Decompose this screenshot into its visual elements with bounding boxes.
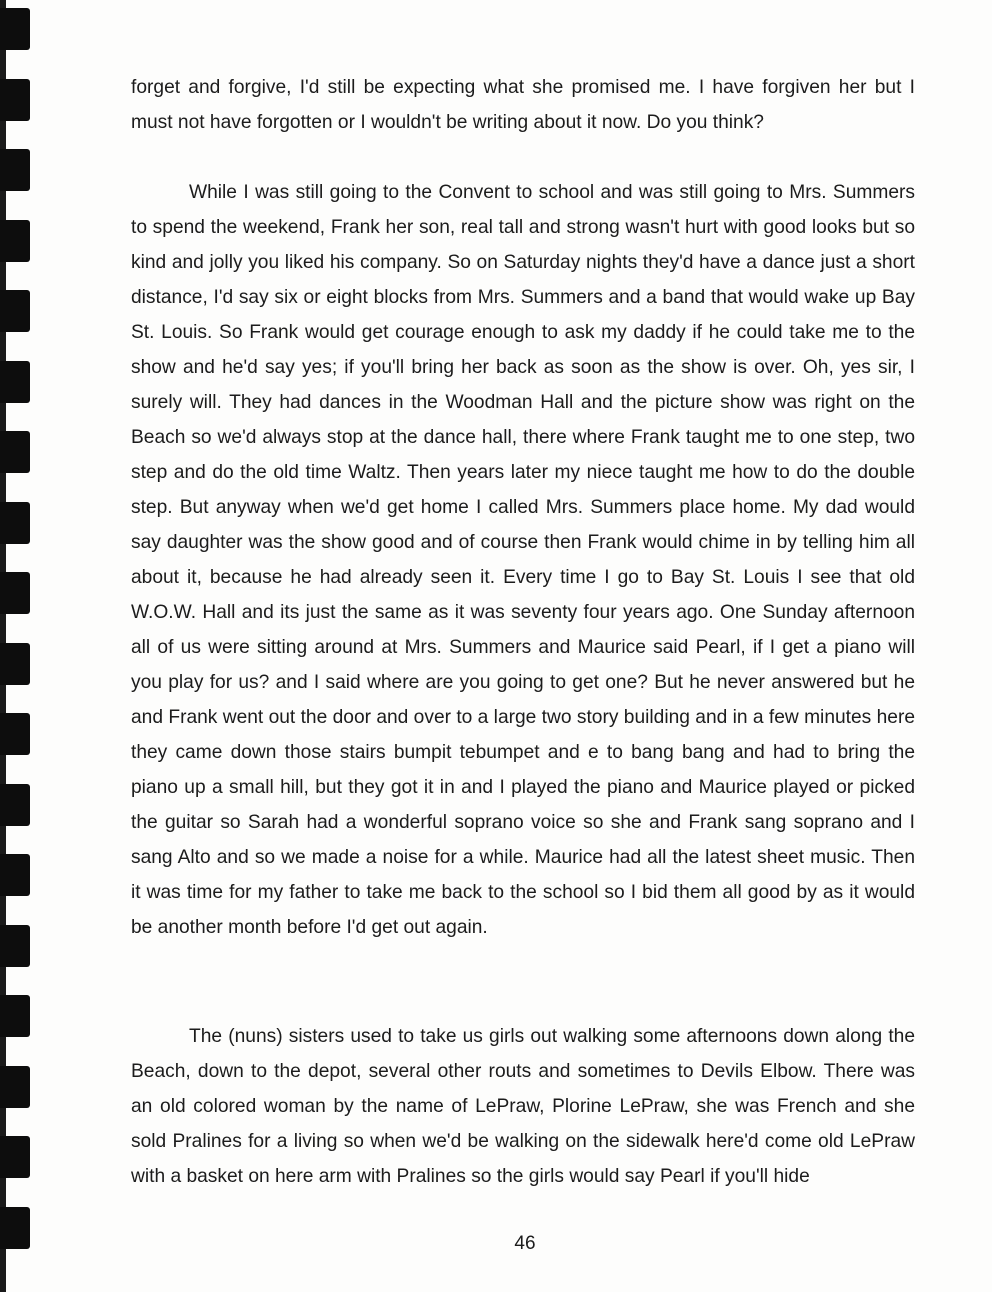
binding-hole (0, 1066, 30, 1108)
binding-hole (0, 149, 30, 191)
paragraph-nuns-walking (131, 1019, 915, 1194)
binding-hole (0, 854, 30, 896)
paragraph-frank-summers (131, 175, 915, 945)
paragraph-continuation (131, 70, 915, 140)
binding-hole (0, 8, 30, 50)
binding-hole (0, 361, 30, 403)
binding-hole (0, 572, 30, 614)
binding-hole (0, 784, 30, 826)
binding-hole (0, 79, 30, 121)
binding-hole (0, 925, 30, 967)
binding-hole (0, 220, 30, 262)
spiral-binding (0, 0, 40, 1292)
binding-hole (0, 502, 30, 544)
binding-hole (0, 713, 30, 755)
binding-hole (0, 1136, 30, 1178)
binding-hole (0, 431, 30, 473)
binding-hole (0, 290, 30, 332)
binding-hole (0, 643, 30, 685)
binding-hole (0, 995, 30, 1037)
page-number: 46 (514, 1233, 536, 1254)
paragraph-text: While I was still going to the Convent to school and was still going to Mrs. Summers to spend the weekend, Frank her son, real tall and strong wasn't hurt with good looks but so kind and jolly you liked his company. So on Saturday nights they'd have a dance just a short distance, I'd say six or eight blocks from Mrs. Summers and a band that would wake up Bay St. Louis. So Frank would get courage enough to ask my daddy if he could take me to the show and he'd say yes; if you'll bring her back as soon as the show is over. Oh, yes sir, I surely will. They had dances in the Woodman Hall and the picture show was right on the Beach so we'd always stop at the dance hall, there where Frank taught me to one step, two step and do the old time Waltz. Then years later my niece taught me how to do the double step. But anyway when we'd get home I called Mrs. Summers place home. My dad would say daughter was the show good and of course then Frank would chime in by telling him all about it, because he had already seen it. Every time I go to Bay St. Louis I see that old W.O.W. Hall and its just the same as it was seventy four years ago. One Sunday afternoon all of us were sitting around at Mrs. Summers and Maurice said Pearl, if I get a piano will you play for us? and I said where are you going to get one? But he never answered but he and Frank went out the door and over to a large two story building and in a few minutes here they came down those stairs bumpit tebumpet and e to bang bang and had to bring the piano up a small hill, but they got it in and I played the piano and Maurice played or picked the guitar so Sarah had a wonderful soprano voice so she and Frank sang soprano and I sang Alto and so we made a noise for a while. Maurice had all the latest sheet music. Then it was time for my father to take me back to the school so I bid them all good by as it would be another month before I'd get out again. (131, 182, 915, 938)
paragraph-text: forget and forgive, I'd still be expecting what she promised me. I have forgiven her but I must not have forgotten or I wouldn't be writing about it now. Do you think? (131, 77, 915, 133)
paragraph-text: The (nuns) sisters used to take us girls out walking some afternoons down along the Beach, down to the depot, several other routs and sometimes to Devils Elbow. There was an old colored woman by the name of LePraw, Plorine LePraw, she was French and she sold Pralines for a living so when we'd be walking on the sidewalk here'd come old LePraw with a basket on here arm with Pralines so the girls would say Pearl if you'll hide (131, 1026, 915, 1187)
